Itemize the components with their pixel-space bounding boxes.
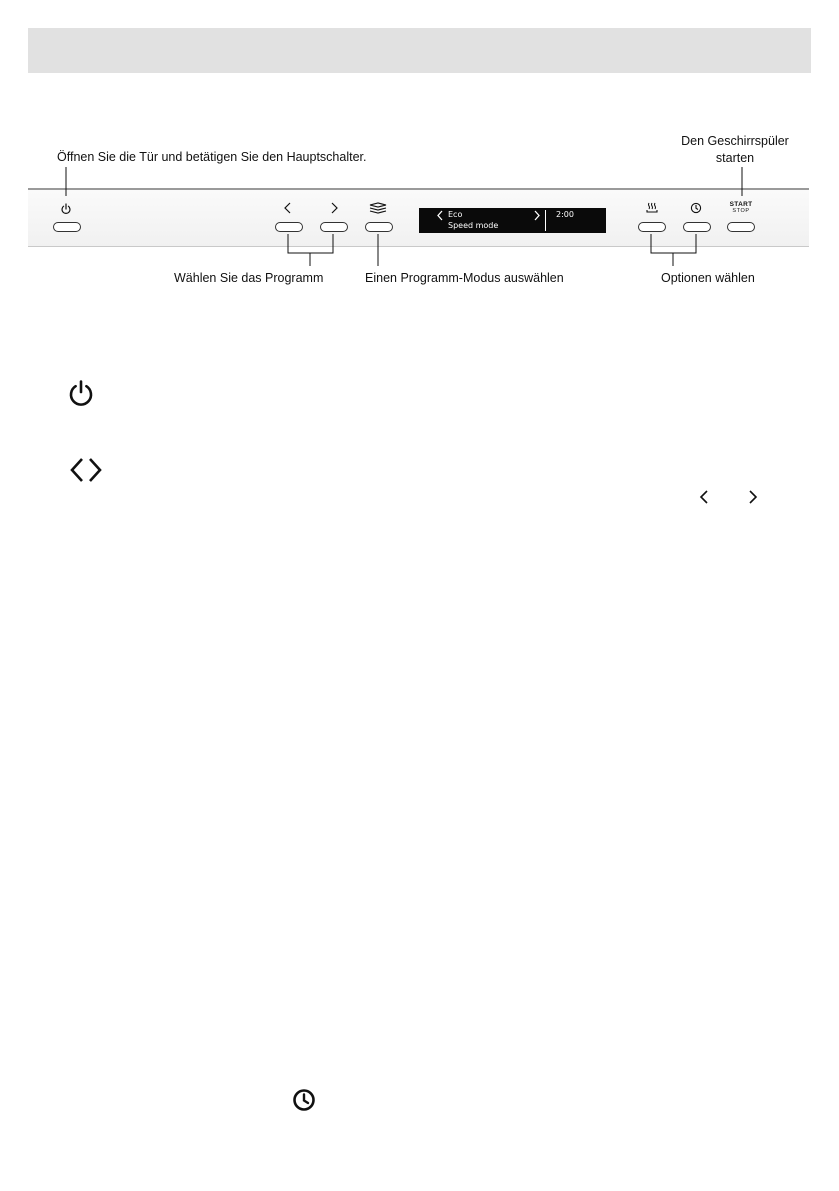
callout-options: Optionen wählen <box>661 271 755 285</box>
callout-start-line2: starten <box>715 151 755 165</box>
display-mode: Speed mode <box>448 221 499 230</box>
callout-program: Wählen Sie das Programm <box>174 271 324 285</box>
stop-label: STOP <box>732 208 750 214</box>
display-time: 2:00 <box>556 210 574 219</box>
callout-start-line1: Den Geschirrspüler <box>681 134 789 148</box>
display-program: Eco <box>448 210 463 219</box>
callout-power: Öffnen Sie die Tür und betätigen Sie den Hauptschalter. <box>57 150 367 164</box>
callout-lines <box>0 0 839 300</box>
callout-mode: Einen Programm-Modus auswählen <box>365 271 564 285</box>
chevron-right-icon <box>745 488 761 506</box>
clock-icon <box>291 1087 317 1113</box>
chevron-left-icon <box>696 488 712 506</box>
power-icon <box>66 378 96 408</box>
program-navigation-icon <box>68 455 104 485</box>
start-label: START <box>729 201 753 208</box>
